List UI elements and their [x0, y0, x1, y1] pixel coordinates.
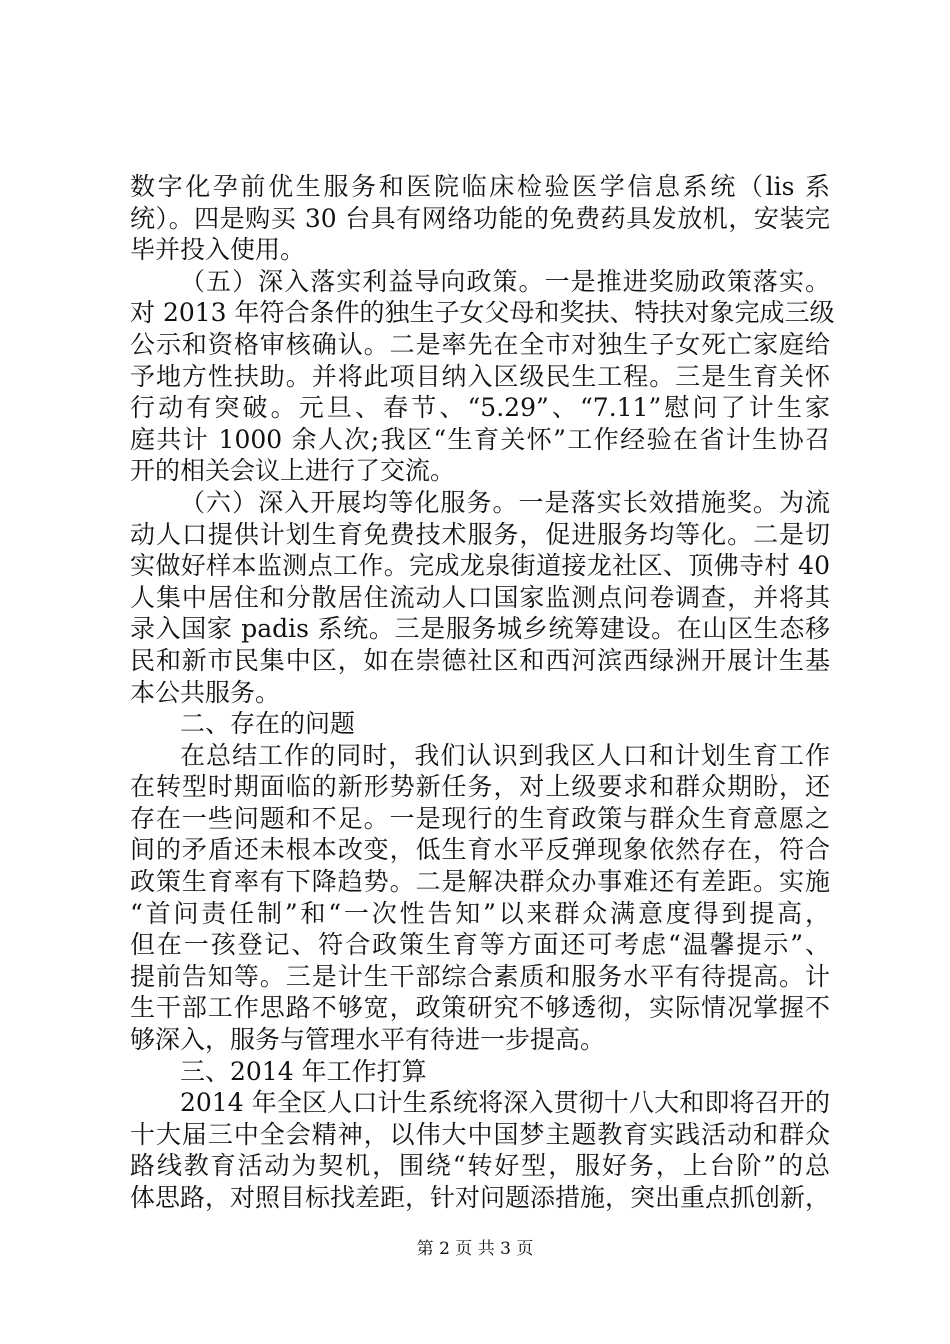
text-line: 毕并投入使用。 [130, 235, 306, 265]
text-line: “首问责任制”和“一次性告知”以来群众满意度得到提高， [130, 898, 830, 928]
text-line: 行动有突破。元旦、春节、“5.29”、“7.11”慰问了计生家 [130, 393, 830, 423]
text-line: 本公共服务。 [130, 677, 281, 707]
text-line: 民和新市民集中区，如在崇德社区和西河滨西绿洲开展计生基 [130, 645, 830, 675]
text-line: 够深入，服务与管理水平有待进一步提高。 [130, 1025, 606, 1055]
text-line: 十大届三中全会精神，以伟大中国梦主题教育实践活动和群众 [130, 1119, 830, 1149]
document-body [130, 171, 835, 1214]
text-line: 但在一孩登记、符合政策生育等方面还可考虑“温馨提示”、 [130, 930, 830, 960]
text-line: 2014 年全区人口计生系统将深入贯彻十八大和即将召开的 [180, 1088, 830, 1118]
text-line: 实做好样本监测点工作。完成龙泉街道接龙社区、顶佛寺村 40 [130, 551, 830, 581]
text-line: 生干部工作思路不够宽，政策研究不够透彻，实际情况掌握不 [130, 993, 830, 1023]
text-line: 统）。四是购买 30 台具有网络功能的免费药具发放机，安装完 [130, 203, 830, 233]
text-line: 开的相关会议上进行了交流。 [130, 456, 456, 486]
paragraph-heading-line: （六）深入开展均等化服务。一是落实长效措施奖。为流 [180, 487, 830, 517]
text-line: 体思路，对照目标找差距，针对问题添措施，突出重点抓创新， [130, 1183, 831, 1212]
text-line: 公示和资格审核确认。二是率先在全市对独生子女死亡家庭给 [130, 329, 830, 359]
text-line: 数字化孕前优生服务和医院临床检验医学信息系统（lis 系 [130, 172, 830, 201]
text-line: 政策生育率有下降趋势。二是解决群众办事难还有差距。实施 [130, 867, 830, 897]
text-line: 在总结工作的同时，我们认识到我区人口和计划生育工作 [180, 740, 830, 770]
text-line: 对 2013 年符合条件的独生子女父母和奖扶、特扶对象完成三级 [130, 298, 835, 328]
section-heading: 三、2014 年工作打算 [180, 1056, 427, 1086]
text-line: 存在一些问题和不足。一是现行的生育政策与群众生育意愿之 [130, 803, 830, 833]
text-line: 庭共计 1000 余人次;我区“生育关怀”工作经验在省计生协召 [130, 424, 830, 454]
page-number-footer: 第 2 页 共 3 页 [416, 1239, 534, 1259]
text-line: 予地方性扶助。并将此项目纳入区级民生工程。三是生育关怀 [130, 361, 830, 391]
section-heading: 二、存在的问题 [180, 709, 356, 739]
text-line: 动人口提供计划生育免费技术服务，促进服务均等化。二是切 [130, 519, 830, 549]
text-line: 提前告知等。三是计生干部综合素质和服务水平有待提高。计 [130, 961, 830, 991]
text-line: 在转型时期面临的新形势新任务，对上级要求和群众期盼，还 [130, 772, 830, 802]
paragraph-heading-line: （五）深入落实利益导向政策。一是推进奖励政策落实。 [180, 266, 830, 296]
text-line: 录入国家 padis 系统。三是服务城乡统筹建设。在山区生态移 [130, 614, 830, 644]
text-line: 间的矛盾还未根本改变，低生育水平反弹现象依然存在，符合 [130, 835, 830, 865]
text-line: 人集中居住和分散居住流动人口国家监测点问卷调查，并将其 [130, 582, 830, 612]
text-line: 路线教育活动为契机，围绕“转好型，服好务，上台阶”的总 [130, 1151, 830, 1181]
